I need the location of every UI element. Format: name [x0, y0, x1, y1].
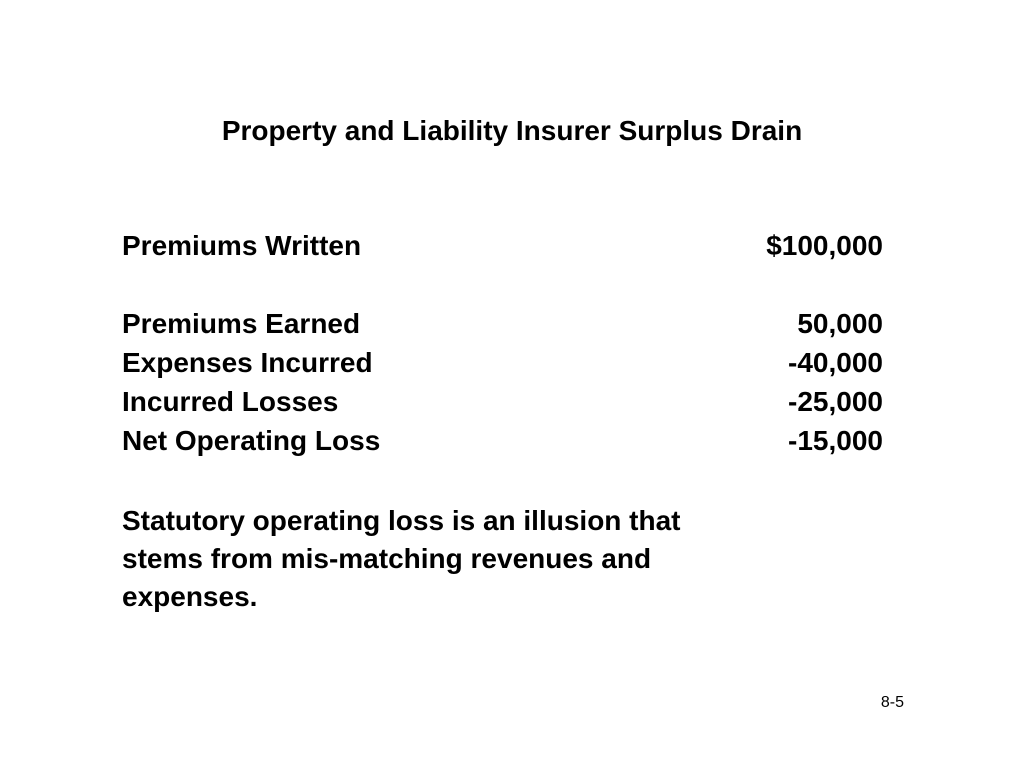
- row-value: $100,000: [766, 230, 883, 261]
- slide-title: Property and Liability Insurer Surplus Drain: [221, 115, 803, 146]
- row-label: Expenses Incurred: [122, 347, 373, 378]
- row-value: 50,000: [797, 308, 883, 339]
- row-expenses-incurred: [122, 345, 883, 381]
- row-incurred-losses: [122, 384, 883, 420]
- statement-line: Statutory operating loss is an illusion that: [122, 505, 681, 536]
- row-premiums-written: [122, 228, 883, 264]
- row-value: -15,000: [788, 425, 883, 456]
- row-label: Premiums Written: [122, 230, 362, 261]
- statement-line: stems from mis-matching revenues and: [122, 543, 652, 574]
- row-net-operating-loss: [122, 423, 883, 459]
- statement-paragraph: [122, 502, 822, 616]
- row-value: -25,000: [788, 386, 883, 417]
- row-value: -40,000: [788, 347, 883, 378]
- slide-number: 8-5: [880, 694, 904, 711]
- row-label: Net Operating Loss: [122, 425, 381, 456]
- row-label: Premiums Earned: [122, 308, 361, 339]
- row-label: Incurred Losses: [122, 386, 339, 417]
- row-premiums-earned: [122, 306, 883, 342]
- statement-line: expenses.: [122, 581, 258, 612]
